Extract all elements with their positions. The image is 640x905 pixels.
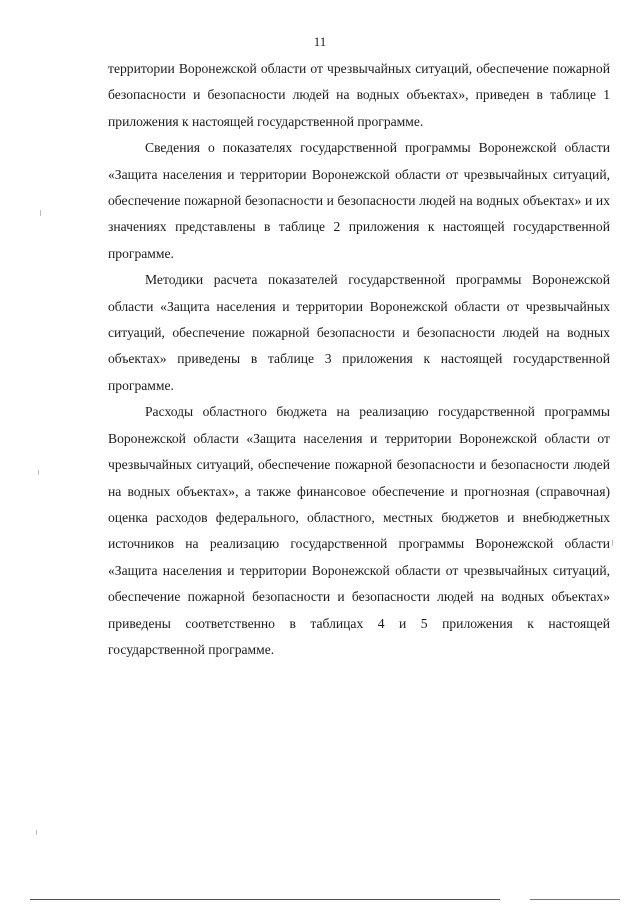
paragraph-expenses: Расходы областного бюджета на реализацию государственной программы Воронежской области «Защита населения и территории Воронежской области от чрезвычайных ситуаций, обеспечение пожарной безопасности и безопасности людей на водных объектах», а также финансовое обеспечение и прогнозная (справочная) оценка расходов федерального, областного, местных бюджетов и внебюджетных источников на реализацию государственной программы Воронежской области «Защита населения и территории Воронежской области от чрезвычайных ситуаций, обеспечение пожарной безопасности и безопасности людей на водных объектах» приведены соответственно в таблицах 4 и 5 приложения к настоящей государственной программе. — [108, 404, 610, 657]
scan-mark — [40, 210, 41, 216]
scan-mark — [36, 830, 37, 835]
scan-mark — [38, 470, 39, 475]
bottom-scan-line — [30, 899, 500, 900]
document-body — [108, 56, 610, 663]
scan-mark — [612, 540, 613, 546]
bottom-scan-line-right — [530, 899, 620, 900]
paragraph-continuation: территории Воронежской области от чрезвычайных ситуаций, обеспечение пожарной безопасности и безопасности людей на водных объектах», приведен в таблице 1 приложения к настоящей государственной программе. — [108, 61, 610, 129]
paragraph-methods: Методики расчета показателей государственной программы Воронежской области «Защита населения и территории Воронежской области от чрезвычайных ситуаций, обеспечение пожарной безопасности и безопасности людей на водных объектах» приведены в таблице 3 приложения к настоящей государственной программе. — [108, 272, 610, 393]
page-number: 11 — [313, 34, 327, 49]
paragraph-indicators: Сведения о показателях государственной программы Воронежской области «Защита населения и территории Воронежской области от чрезвычайных ситуаций, обеспечение пожарной безопасности и безопасности людей на водных объектах» и их значениях представлены в таблице 2 приложения к настоящей государственной программе. — [108, 140, 610, 261]
